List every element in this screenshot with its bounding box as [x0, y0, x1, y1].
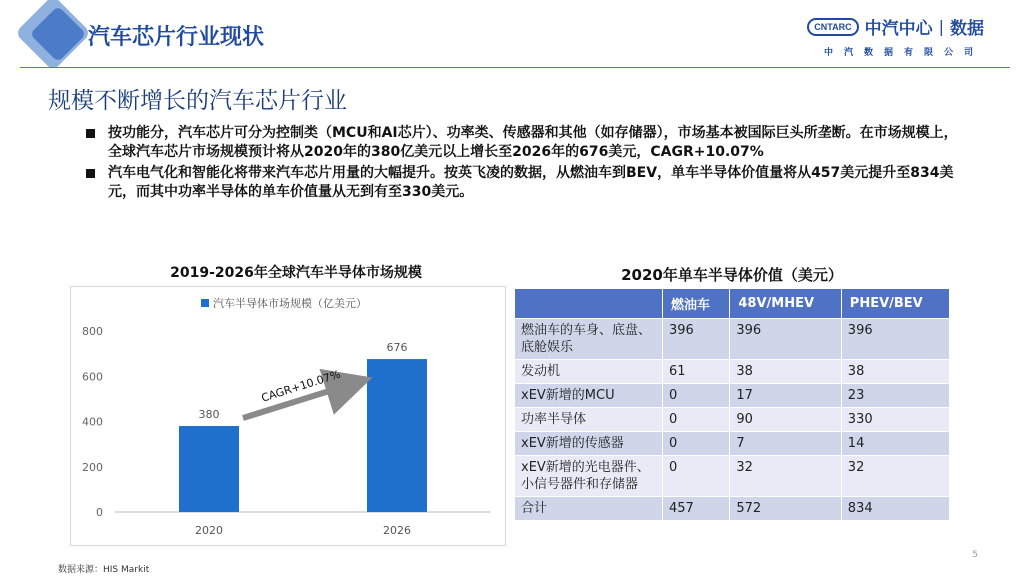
brand-badge: CNTARC	[807, 18, 858, 36]
y-tick-label: 800	[82, 325, 103, 338]
row-label: xEV新增的MCU	[515, 384, 663, 408]
table-cell: 23	[841, 384, 949, 408]
table-cell: 90	[730, 408, 841, 432]
table-row	[515, 360, 950, 384]
bar	[179, 426, 239, 512]
brand-name: 中汽中心	[864, 19, 933, 39]
chart-title: 2019-2026年全球汽车半导体市场规模	[170, 265, 422, 281]
x-tick-label: 2026	[383, 524, 411, 537]
chart-container	[70, 286, 506, 546]
y-tick-label: 600	[82, 370, 103, 384]
table-cell: 572	[730, 497, 841, 521]
row-label: 功率半导体	[515, 408, 663, 432]
table-row	[515, 497, 950, 521]
legend-label: 汽车半导体市场规模（亿美元）	[213, 297, 367, 310]
page-number: 5	[972, 550, 978, 560]
table-cell: 0	[663, 456, 730, 497]
brand-separator: |	[938, 17, 944, 36]
table-cell: 38	[841, 360, 949, 384]
brand-tag: 数据	[950, 19, 984, 39]
row-label: 合计	[515, 497, 663, 521]
bullet-list	[86, 124, 966, 204]
x-tick-label: 2020	[195, 524, 223, 537]
header	[0, 0, 1024, 70]
row-label: 燃油车的车身、底盘、底舱娱乐	[515, 319, 663, 360]
table-cell: 61	[663, 360, 730, 384]
row-label: xEV新增的光电器件、小信号器件和存储器	[515, 456, 663, 497]
page-title: 汽车芯片行业现状	[88, 25, 265, 50]
table-header-blank	[515, 289, 663, 319]
table-cell: 32	[841, 456, 949, 497]
table-row	[515, 319, 950, 360]
table-header-row	[515, 289, 950, 319]
data-label: 380	[198, 408, 220, 422]
data-source: 数据来源：HIS Markit	[58, 565, 150, 575]
table-cell: 0	[663, 432, 730, 456]
y-tick-label: 400	[82, 415, 103, 429]
y-tick-label: 0	[96, 506, 103, 519]
bar-chart	[71, 287, 507, 547]
table-cell: 396	[841, 319, 949, 360]
bullet-item: 按功能分，汽车芯片可分为控制类（MCU和AI芯片）、功率类、传感器和其他（如存储器），市场基本被国际巨头所垄断。在市场规模上，全球汽车芯片市场规模预计将从2020年的380亿美元以上增长至2026年的676美元，CAGR+10.07%	[86, 124, 966, 162]
table-cell: 38	[730, 360, 841, 384]
bullet-item: 汽车电气化和智能化将带来汽车芯片用量的大幅提升。按英飞凌的数据，从燃油车到BEV，单车半导体价值量将从457美元提升至834美元，而其中功率半导体的单车价值量从无到有至330美元。	[86, 164, 966, 202]
table-cell: 0	[663, 408, 730, 432]
section-subtitle: 规模不断增长的汽车芯片行业	[48, 88, 347, 114]
value-table	[514, 288, 950, 521]
row-label: 发动机	[515, 360, 663, 384]
table-cell: 0	[663, 384, 730, 408]
row-label: xEV新增的传感器	[515, 432, 663, 456]
table-cell: 396	[663, 319, 730, 360]
table-cell: 457	[663, 497, 730, 521]
brand-logo	[807, 14, 984, 58]
brand-subtitle: 中汽数据有限公司	[823, 48, 984, 58]
bar	[367, 359, 427, 512]
table-row	[515, 456, 950, 497]
table-title: 2020年单车半导体价值（美元）	[621, 266, 843, 284]
data-label: 676	[386, 341, 408, 355]
table-row	[515, 408, 950, 432]
legend-swatch	[201, 299, 209, 307]
table-row	[515, 384, 950, 408]
table-row	[515, 432, 950, 456]
table-header-cell: PHEV/BEV	[841, 289, 949, 319]
table-cell: 7	[730, 432, 841, 456]
table-cell: 32	[730, 456, 841, 497]
table-cell: 330	[841, 408, 949, 432]
header-divider	[20, 67, 1010, 68]
table-cell: 396	[730, 319, 841, 360]
y-tick-label: 200	[82, 460, 103, 474]
table-header-cell: 48V/MHEV	[730, 289, 841, 319]
cagr-annotation: CAGR+10.07%	[259, 367, 343, 405]
table-cell: 17	[730, 384, 841, 408]
table-cell: 14	[841, 432, 949, 456]
table-cell: 834	[841, 497, 949, 521]
table-header-cell: 燃油车	[663, 289, 730, 319]
